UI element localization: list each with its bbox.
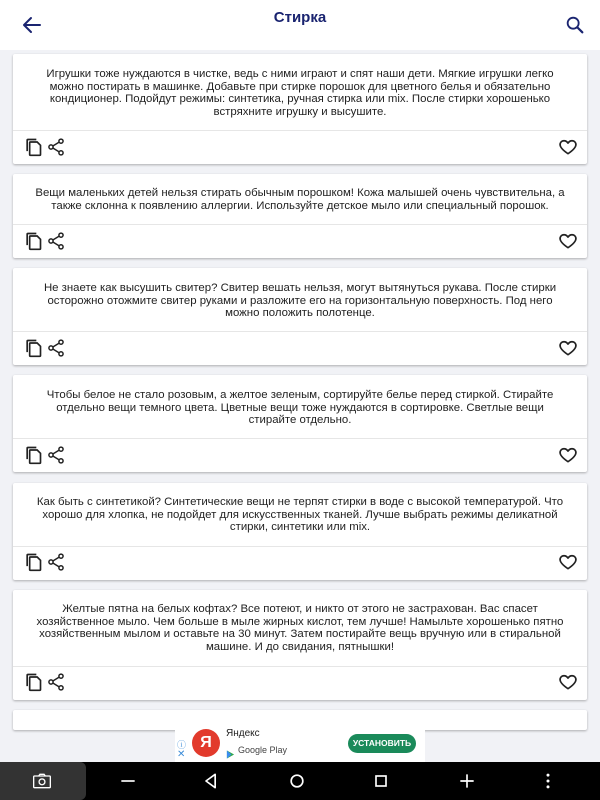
ad-store-label: Google Play (238, 745, 288, 755)
divider (13, 666, 587, 667)
copy-icon[interactable] (23, 445, 43, 465)
divider (13, 224, 587, 225)
recents-square-icon[interactable] (371, 771, 391, 791)
tip-text: Желтые пятна на белых кофтах? Все потеют, и никто от этого не застрахован. Вас спасет хозяйственное мыло. Чем больше в мыле жирных кислот, тем лучше! Намыльте хорошенько пятно хозяйственным мылом и оставьте на 30 минут. Затем постирайте вещь вручную или в стиральной машине. И до свидания, пятнышки! (36, 603, 564, 653)
page-title: Стирка (273, 9, 327, 26)
heart-outline-icon[interactable] (558, 231, 578, 251)
divider (13, 331, 587, 332)
plus-icon[interactable] (457, 771, 477, 791)
more-vertical-icon[interactable] (538, 771, 558, 791)
search-icon[interactable] (564, 14, 586, 36)
tip-text: Игрушки тоже нуждаются в чистке, ведь с ними играют и спят наши дети. Мягкие игрушки легко можно постирать в машинке. Добавьте при стирке порошок для цветного белья и обязательно кондиционер. Подойдут режимы: синтетика, ручная стирка или mix. После стирки хорошенько встряхните игрушку и высушите. (46, 68, 554, 118)
copy-icon[interactable] (23, 137, 43, 157)
share-icon[interactable] (46, 445, 66, 465)
tip-text: Как быть с синтетикой? Синтетические вещи не терпят стирки в воде с высокой температурой. Что хорошо для хлопка, не подойдет для искусственных тканей. Лучше выбрать режимы деликатной стирки, синтетики или mix. (36, 496, 564, 534)
divider (13, 438, 587, 439)
tip-card (13, 590, 587, 700)
tip-card (13, 174, 587, 258)
back-triangle-icon[interactable] (201, 771, 221, 791)
install-button[interactable]: УСТАНОВИТЬ (348, 734, 416, 753)
ad-app-name: Яндекс (226, 728, 260, 739)
heart-outline-icon[interactable] (558, 672, 578, 692)
copy-icon[interactable] (23, 672, 43, 692)
heart-outline-icon[interactable] (558, 137, 578, 157)
heart-outline-icon[interactable] (558, 552, 578, 572)
share-icon[interactable] (46, 338, 66, 358)
screenshot-icon (32, 771, 52, 791)
copy-icon[interactable] (23, 231, 43, 251)
share-icon[interactable] (46, 672, 66, 692)
tip-card (13, 268, 587, 365)
share-icon[interactable] (46, 552, 66, 572)
tip-card (13, 54, 587, 164)
tip-card (13, 375, 587, 472)
app-bar (0, 0, 600, 50)
home-circle-icon[interactable] (287, 771, 307, 791)
copy-icon[interactable] (23, 338, 43, 358)
share-icon[interactable] (46, 137, 66, 157)
ad-logo: Я (192, 729, 220, 757)
ad-info-icon[interactable]: ⓘ (177, 740, 187, 750)
copy-icon[interactable] (23, 552, 43, 572)
ad-banner[interactable] (175, 724, 425, 762)
ad-close-icon[interactable]: ✕ (177, 749, 186, 760)
system-navbar (0, 762, 600, 800)
divider (13, 546, 587, 547)
heart-outline-icon[interactable] (558, 338, 578, 358)
google-play-icon (226, 746, 235, 755)
heart-outline-icon[interactable] (558, 445, 578, 465)
share-icon[interactable] (46, 231, 66, 251)
screenshot-button[interactable] (0, 762, 86, 800)
tip-text: Не знаете как высушить свитер? Свитер вешать нельзя, могут вытянуться рукава. После стирки осторожно отожмите свитер руками и разложите его на горизонтальную поверхность. Под него можно положить полотенце. (43, 282, 557, 320)
tip-card (13, 483, 587, 580)
minus-icon[interactable] (118, 771, 138, 791)
divider (13, 130, 587, 131)
tip-text: Чтобы белое не стало розовым, а желтое зеленым, сортируйте белье перед стиркой. Стирайте отдельно вещи темного цвета. Цветные вещи тоже нуждаются в сортировке. Светлые вещи стирайте отдельно. (46, 389, 554, 427)
tip-text: Вещи маленьких детей нельзя стирать обычным порошком! Кожа малышей очень чувствительна, а также склонна к появлению аллергии. Используйте детское мыло или специальный порошок. (35, 187, 565, 212)
